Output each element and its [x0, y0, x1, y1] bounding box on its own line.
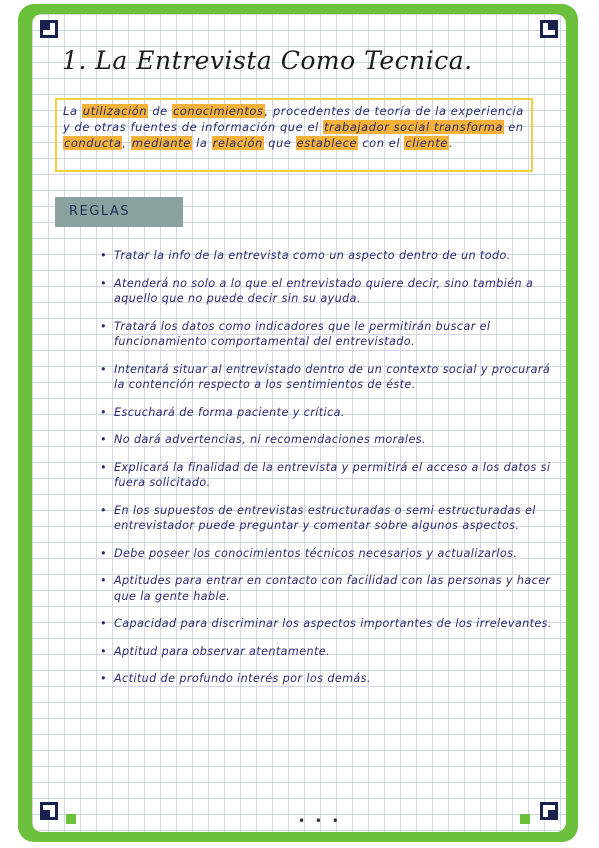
rule-item: • En los supuestos de entrevistas estructuradas o semi estructuradas el entrevistador puede preguntar y comentar sobre algunos aspectos.: [98, 503, 560, 534]
rule-item: • Explicará la finalidad de la entrevista y permitirá el acceso a los datos si fuera solicitado.: [98, 460, 560, 491]
corner-marker-top-right: [540, 20, 558, 38]
corner-marker-top-left: [40, 20, 58, 38]
rule-item: • Tratar la info de la entrevista como un aspecto dentro de un todo.: [98, 248, 560, 264]
rule-item: • Actitud de profundo interés por los demás.: [98, 671, 560, 687]
green-square-right: [520, 814, 530, 824]
rule-item: • No dará advertencias, ni recomendaciones morales.: [98, 432, 560, 448]
highlighted-term: conocimientos: [173, 104, 264, 118]
rule-item: • Aptitud para observar atentamente.: [98, 644, 560, 660]
rule-item: • Atenderá no solo a lo que el entrevistado quiere decir, sino también a aquello que no puede decir sin su ayuda.: [98, 276, 560, 307]
intro-segment: que: [263, 136, 296, 150]
intro-segment: con el: [358, 136, 405, 150]
intro-segment: .: [448, 136, 454, 150]
highlighted-term: conducta: [64, 136, 122, 150]
definition-box: [55, 98, 533, 172]
rules-list: [98, 248, 560, 687]
green-square-left: [66, 814, 76, 824]
corner-marker-bottom-right: [540, 802, 558, 820]
highlighted-term: relación: [212, 136, 263, 150]
section-label-text: REGLAS: [69, 204, 131, 219]
corner-marker-bottom-left: [40, 802, 58, 820]
intro-segment: la: [191, 136, 212, 150]
rule-item: • Debe poseer los conocimientos técnicos necesarios y actualizarlos.: [98, 546, 560, 562]
rule-item: • Aptitudes para entrar en contacto con facilidad con las personas y hacer que la gente hable.: [98, 573, 560, 604]
page-title: 1. La Entrevista Como Tecnica.: [62, 46, 473, 75]
rule-item: • Intentará situar al entrevistado dentro de un contexto social y procurará la contención respecto a los sentimientos de éste.: [98, 362, 560, 393]
rule-item: • Tratará los datos como indicadores que le permitirán buscar el funcionamiento comportamental del entrevistado.: [98, 319, 560, 350]
intro-segment: La: [63, 104, 82, 118]
highlighted-term: utilización: [82, 104, 148, 118]
highlighted-term: cliente: [405, 136, 448, 150]
highlighted-term: mediante: [131, 136, 191, 150]
intro-segment: de: [148, 104, 172, 118]
footer-dots: • • •: [298, 814, 342, 828]
section-label: [55, 197, 183, 227]
highlighted-term: trabajador social transforma: [324, 120, 503, 134]
definition-text: [57, 100, 531, 154]
highlighted-term: establece: [296, 136, 358, 150]
intro-segment: , procedentes de teoría de la experiencia y de otras fuentes de información que el: [63, 104, 524, 134]
intro-segment: ,: [122, 136, 131, 150]
rule-item: • Capacidad para discriminar los aspectos importantes de los irrelevantes.: [98, 616, 560, 632]
rule-item: • Escuchará de forma paciente y crítica.: [98, 405, 560, 421]
intro-segment: en: [503, 120, 524, 134]
